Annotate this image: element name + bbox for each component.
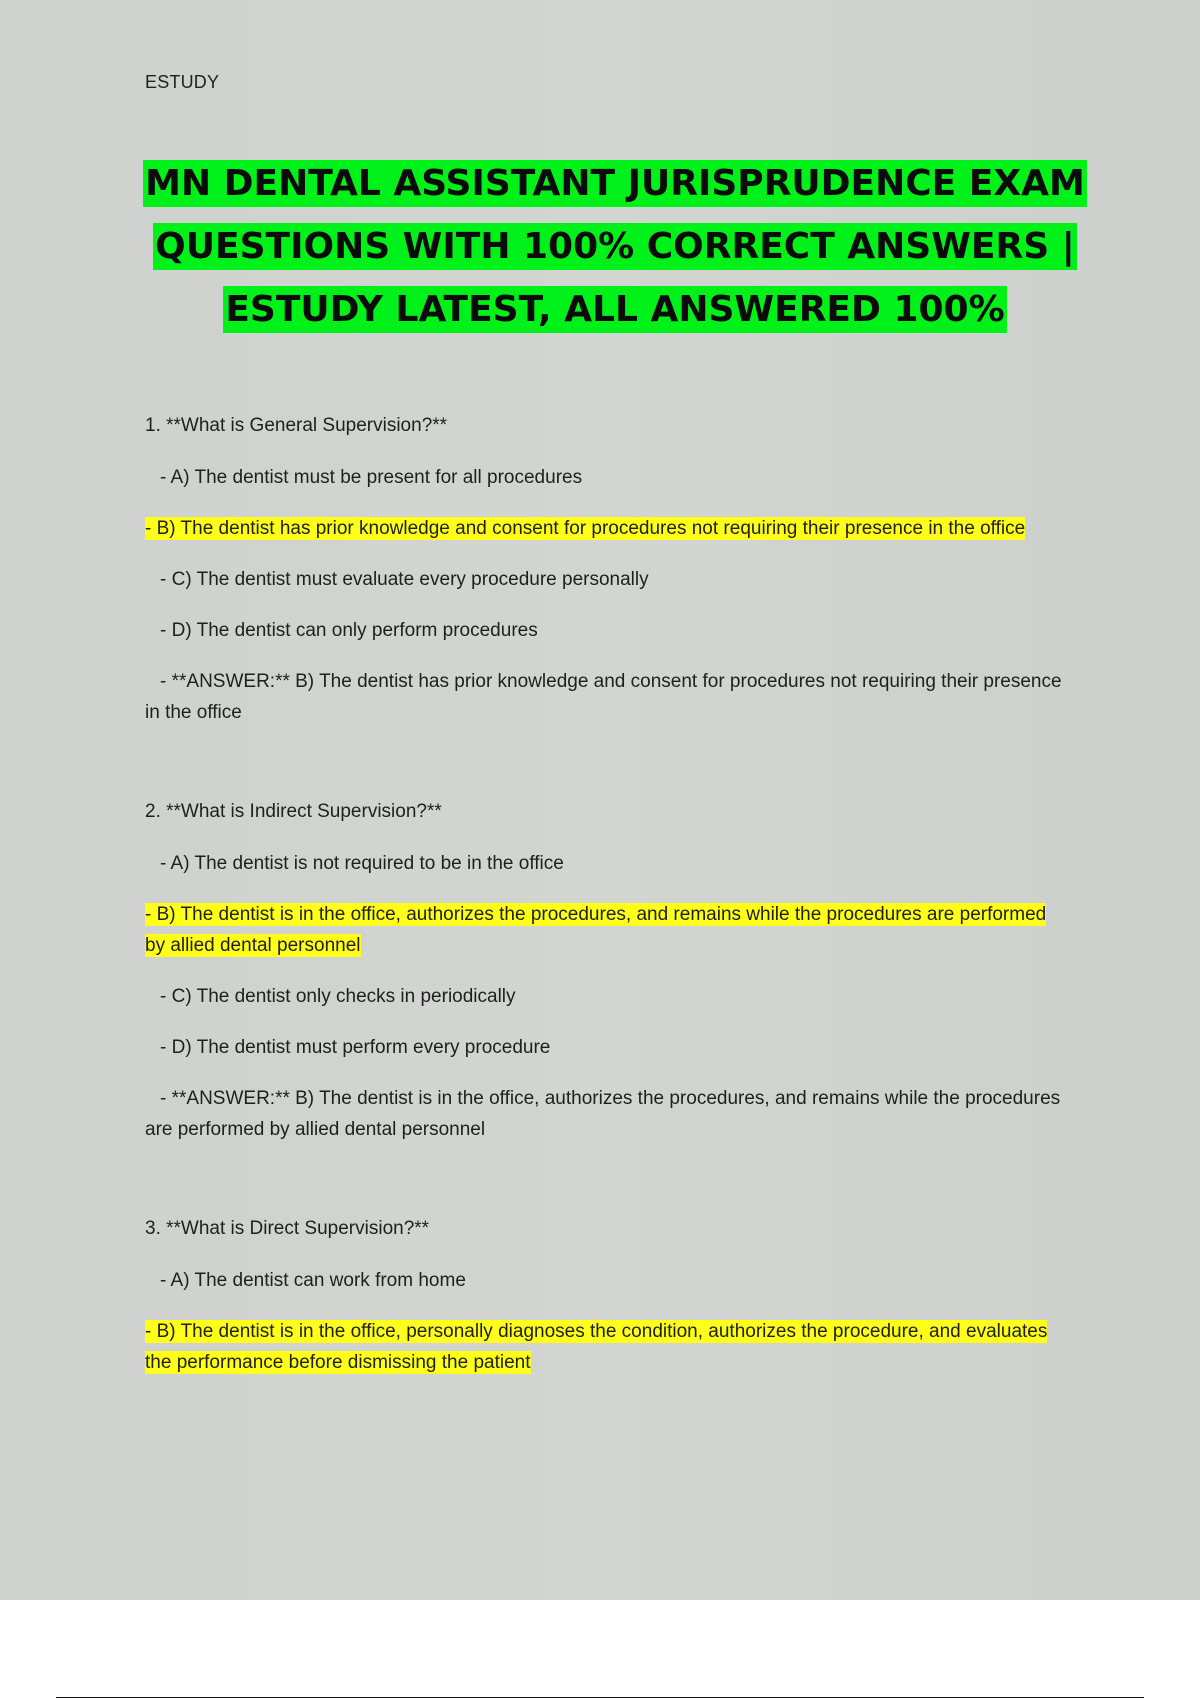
question-text: 3. **What is Direct Supervision?**	[145, 1218, 430, 1239]
option-a: - A) The dentist can work from home	[160, 1270, 466, 1291]
highlighted-answer: - B) The dentist is in the office, personally diagnoses the condition, authorizes the procedure, and evaluates the performance before dismissing the patient	[145, 1321, 1048, 1373]
question-text: 2. **What is Indirect Supervision?**	[145, 801, 442, 822]
highlighted-answer: - B) The dentist is in the office, authorizes the procedures, and remains while the procedures are performed by allied dental personnel	[145, 904, 1047, 956]
question-text: 1. **What is General Supervision?**	[145, 415, 448, 436]
document-header: ESTUDY	[145, 72, 220, 92]
title-line-1: MN DENTAL ASSISTANT JURISPRUDENCE EXAM	[143, 160, 1087, 207]
option-d: - D) The dentist must perform every procedure	[160, 1037, 551, 1058]
question-item-1	[145, 410, 1065, 728]
question-item-2	[145, 796, 1065, 1145]
answer-text: - **ANSWER:** B) The dentist has prior knowledge and consent for procedures not requiring their presence in the office	[145, 671, 1062, 723]
question-item-3	[145, 1213, 1065, 1378]
title-line-2: QUESTIONS WITH 100% CORRECT ANSWERS |	[153, 223, 1077, 270]
option-b-highlighted	[145, 513, 1065, 544]
option-b-highlighted	[145, 899, 1065, 961]
option-c: - C) The dentist only checks in periodically	[160, 986, 516, 1007]
title-line-3: ESTUDY LATEST, ALL ANSWERED 100%	[223, 286, 1006, 333]
document-title	[130, 152, 1100, 341]
highlighted-answer: - B) The dentist has prior knowledge and consent for procedures not requiring their presence in the office	[145, 518, 1026, 539]
answer-text: - **ANSWER:** B) The dentist is in the office, authorizes the procedures, and remains while the procedures are performed by allied dental personnel	[145, 1088, 1061, 1140]
option-d: - D) The dentist can only perform procedures	[160, 620, 538, 641]
option-a: - A) The dentist is not required to be in the office	[160, 853, 564, 874]
option-c: - C) The dentist must evaluate every procedure personally	[160, 569, 649, 590]
option-b-highlighted	[145, 1316, 1065, 1378]
footer-divider	[56, 1697, 1144, 1698]
option-a: - A) The dentist must be present for all procedures	[160, 467, 583, 488]
question-list	[145, 410, 1065, 1446]
